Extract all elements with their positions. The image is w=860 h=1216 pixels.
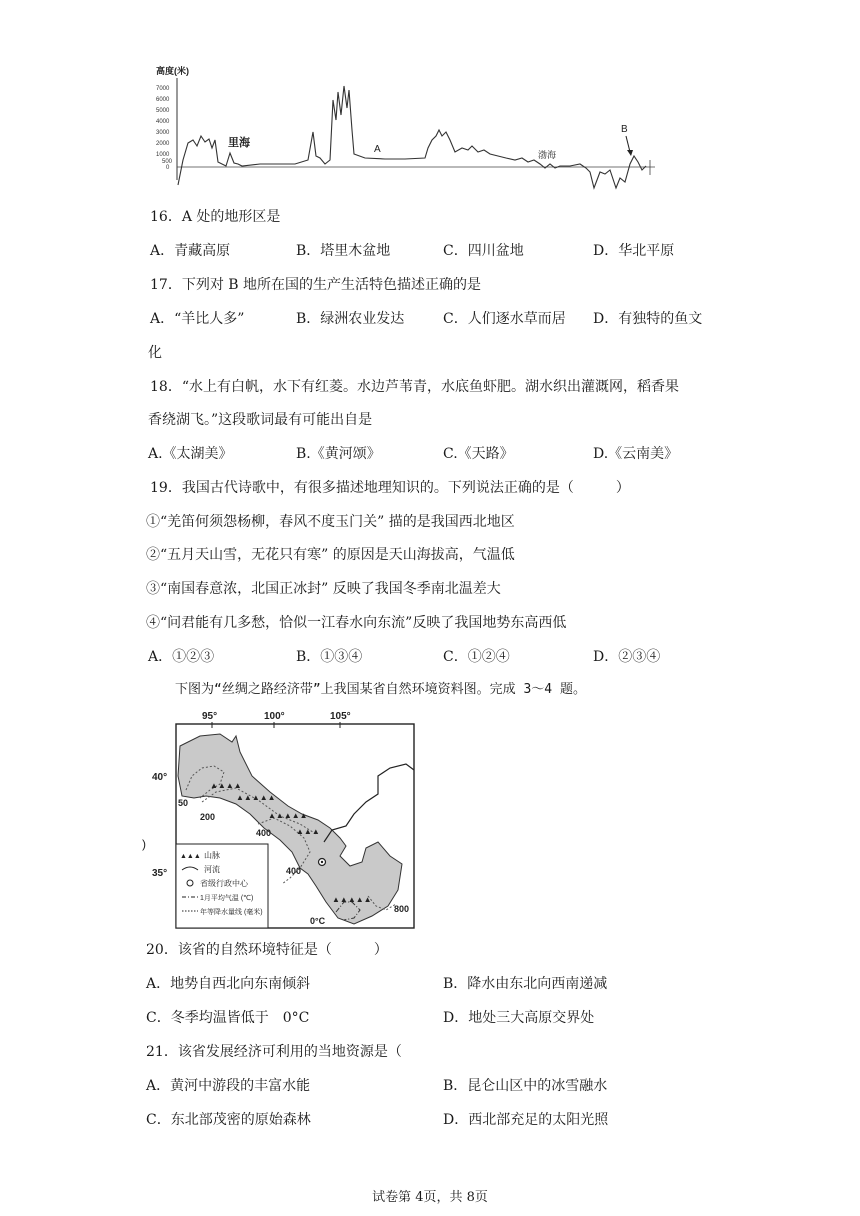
legend-mountain-label: 山脉 bbox=[204, 851, 220, 860]
isoline-label: 0°C bbox=[310, 916, 326, 926]
isoline-label: 400 bbox=[286, 866, 302, 876]
profile-y-tick: 3000 bbox=[156, 130, 170, 136]
profile-y-tick: 7000 bbox=[156, 86, 170, 92]
profile-y-tick: 6000 bbox=[156, 97, 170, 103]
mountain-marks: ▲▲▲▲▲ bbox=[268, 811, 308, 820]
q19-statement-2: ②“五月天山雪，无花只有寒” 的原因是天山海拔高，气温低 bbox=[146, 547, 515, 563]
q21-option-d[interactable]: D．西北部充足的太阳光照 bbox=[443, 1112, 609, 1128]
profile-b-arrowhead bbox=[627, 150, 633, 156]
map-side-mark: ) bbox=[142, 837, 146, 851]
isoline-label: 200 bbox=[200, 812, 216, 822]
profile-y-axis-label: 高度(米) bbox=[156, 66, 189, 76]
q21-stem: 21．该省发展经济可利用的当地资源是（ bbox=[146, 1044, 402, 1060]
q17-option-a[interactable]: A．“羊比人多” bbox=[150, 311, 245, 327]
profile-y-ticks bbox=[156, 86, 173, 171]
profile-y-tick: 500 bbox=[162, 159, 173, 165]
profile-y-tick: 5000 bbox=[156, 108, 170, 114]
isoline-label: 400 bbox=[256, 828, 272, 838]
q21-option-b[interactable]: B．昆仑山区中的冰雪融水 bbox=[443, 1078, 608, 1094]
q17-option-c[interactable]: C．人们逐水草而居 bbox=[443, 311, 566, 327]
q19-statement-1: ①“羌笛何须怨杨柳，春风不度玉门关” 描的是我国西北地区 bbox=[146, 514, 515, 530]
q19-option-c[interactable]: C．①②④ bbox=[443, 649, 510, 665]
profile-y-tick: 0 bbox=[166, 165, 170, 171]
legend-river-label: 河流 bbox=[204, 865, 220, 874]
mountain-marks: ▲▲▲ bbox=[296, 827, 320, 836]
mountain-marks: ▲▲▲▲ bbox=[210, 781, 242, 790]
profile-b-arrow bbox=[626, 136, 630, 152]
q19-statement-4: ④“问君能有几多愁，恰似一江春水向东流”反映了我国地势东高西低 bbox=[146, 615, 567, 631]
q17-option-b[interactable]: B．绿洲农业发达 bbox=[296, 311, 405, 327]
q20-option-d[interactable]: D．地处三大高原交界处 bbox=[443, 1010, 595, 1026]
q18-option-b[interactable]: B.《黄河颂》 bbox=[296, 446, 381, 462]
lon-label: 95° bbox=[202, 711, 218, 722]
isoline-label: 50 bbox=[178, 798, 189, 808]
q20-option-a[interactable]: A．地势自西北向东南倾斜 bbox=[146, 976, 311, 992]
profile-y-tick: 2000 bbox=[156, 141, 170, 147]
q20-option-c[interactable]: C．冬季均温皆低于 0°C bbox=[146, 1010, 310, 1026]
q16-option-b[interactable]: B．塔里木盆地 bbox=[296, 243, 391, 259]
legend-precip-label: 年等降水量线 (毫米) bbox=[200, 909, 263, 916]
map-intro-text: 下图为“丝绸之路经济带”上我国某省自然环境资料图。完成 3～4 题。 bbox=[175, 682, 586, 697]
q19-statement-3: ③“南国春意浓，北国正冰封” 反映了我国冬季南北温差大 bbox=[146, 581, 501, 597]
profile-label-a: A bbox=[374, 144, 381, 155]
legend-temp-label: 1月平均气温 (℃) bbox=[200, 895, 254, 902]
lon-label: 100° bbox=[264, 711, 285, 722]
mountain-marks: ▲▲▲▲▲ bbox=[236, 793, 276, 802]
lat-label: 40° bbox=[152, 772, 168, 783]
profile-y-tick: 4000 bbox=[156, 119, 170, 125]
mountain-marks: ▲▲▲▲▲ bbox=[332, 895, 372, 904]
isoline-label: 800 bbox=[394, 904, 410, 914]
q17-option-d[interactable]: D．有独特的鱼文 bbox=[593, 311, 703, 327]
q18-stem-line1: 18．“水上有白帆，水下有红菱。水边芦苇青，水底鱼虾肥。湖水织出灌溉网，稻香果 bbox=[150, 379, 679, 395]
provincial-capital-dot bbox=[321, 861, 323, 863]
q21-option-a[interactable]: A．黄河中游段的丰富水能 bbox=[146, 1078, 311, 1094]
profile-y-tick: 1000 bbox=[156, 152, 170, 158]
q18-option-a[interactable]: A.《太湖美》 bbox=[148, 446, 233, 462]
legend-mountain-symbol: ▲▲▲ bbox=[180, 853, 201, 860]
q17-stem: 17．下列对 B 地所在国的生产生活特色描述正确的是 bbox=[150, 277, 482, 293]
q19-option-b[interactable]: B．①③④ bbox=[296, 649, 363, 665]
legend-capital-label: 省级行政中心 bbox=[200, 879, 248, 888]
q18-stem-line2: 香绕湖飞。”这段歌词最有可能出自是 bbox=[148, 412, 373, 428]
q16-option-a[interactable]: A．青藏高原 bbox=[150, 243, 231, 259]
q16-stem: 16．A 处的地形区是 bbox=[150, 209, 281, 225]
profile-label-b: B bbox=[621, 124, 628, 135]
legend-capital-symbol bbox=[187, 880, 193, 886]
q20-option-b[interactable]: B．降水由东北向西南递减 bbox=[443, 976, 608, 992]
province-map bbox=[140, 706, 430, 932]
q18-option-c[interactable]: C.《天路》 bbox=[443, 446, 514, 462]
q16-option-d[interactable]: D．华北平原 bbox=[593, 243, 675, 259]
q19-stem: 19．我国古代诗歌中，有很多描述地理知识的。下列说法正确的是（ ） bbox=[150, 480, 630, 496]
q16-option-c[interactable]: C．四川盆地 bbox=[443, 243, 524, 259]
lon-label: 105° bbox=[330, 711, 351, 722]
profile-label-caspian: 里海 bbox=[228, 137, 250, 149]
q21-option-c[interactable]: C．东北部茂密的原始森林 bbox=[146, 1112, 311, 1128]
q19-option-a[interactable]: A．①②③ bbox=[148, 649, 215, 665]
page-footer: 试卷第 4页，共 8页 bbox=[372, 1190, 488, 1205]
profile-label-bohai: 渤海 bbox=[538, 150, 557, 160]
lat-label: 35° bbox=[152, 868, 168, 879]
q17-option-d-wrap: 化 bbox=[148, 345, 162, 361]
elevation-profile-chart bbox=[150, 60, 670, 190]
q19-option-d[interactable]: D．②③④ bbox=[593, 649, 661, 665]
map-lon-labels bbox=[202, 711, 351, 722]
q18-option-d[interactable]: D.《云南美》 bbox=[593, 446, 679, 462]
q20-stem: 20．该省的自然环境特征是（ ） bbox=[146, 942, 388, 958]
